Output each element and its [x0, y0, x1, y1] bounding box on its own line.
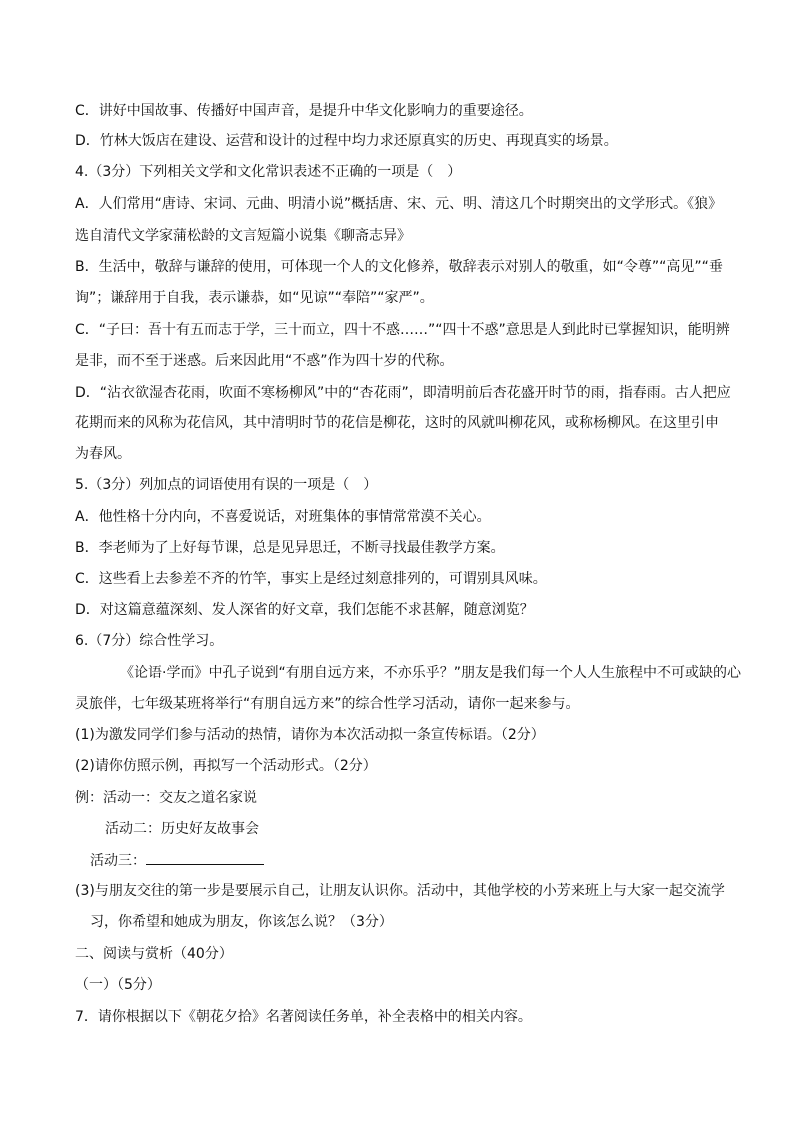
q5-option-b: B．李老师为了上好每节课，总是见异思迁，不断寻找最佳教学方案。	[75, 540, 505, 556]
q5-option-a: A．他性格十分内向，不喜爱说话，对班集体的事情常常漠不关心。	[75, 509, 491, 525]
q6-activity3-label: 活动三：	[90, 853, 146, 869]
q4-option-c-line1: C．“子曰：吾十有五而志于学，三十而立，四十不惑……”“四十不惑”意思是人到此时已掌握知识，能明辨	[75, 322, 730, 338]
q4-option-d-line1: D．“沾衣欲湿杏花雨，吹面不寒杨柳风”中的“杏花雨”，即清明前后杏花盛开时节的雨，指春雨。古人把应	[75, 385, 731, 401]
q6-sub3-line1: (3)与朋友交往的第一步是要展示自己，让朋友认识你。活动中，其他学校的小芳来班上与大家一起交流学	[75, 883, 725, 899]
q5-option-c: C．这些看上去参差不齐的竹竿，事实上是经过刻意排列的，可谓别具风味。	[75, 571, 547, 587]
question-4-stem: 4.（3分）下列相关文学和文化常识表述不正确的一项是（ ）	[75, 164, 462, 180]
q6-example-activity1: 例：活动一：交友之道名家说	[75, 790, 257, 806]
q5-option-d: D．对这篇意蕴深刻、发人深省的好文章，我们怎能不求甚解，随意浏览？	[75, 602, 534, 618]
answer-blank[interactable]	[146, 850, 264, 865]
question-5-stem: 5.（3分）列加点的词语使用有误的一项是（ ）	[75, 477, 378, 493]
q4-option-b-line1: B．生活中，敬辞与谦辞的使用，可体现一个人的文化修养，敬辞表示对别人的敬重，如“令尊”“高见”“垂	[75, 259, 723, 275]
q4-option-b-line2: 询”；谦辞用于自我，表示谦恭，如“见谅”“奉陪”“家严”。	[75, 290, 434, 306]
q6-sub2: (2)请你仿照示例，再拟写一个活动形式。（2分）	[75, 758, 377, 774]
q4-option-a-line2: 选自清代文学家蒲松龄的文言短篇小说集《聊斋志异》	[75, 228, 411, 244]
q6-sub3-line2: 习，你希望和她成为朋友，你该怎么说？（3分）	[90, 914, 393, 930]
q4-option-d-line3: 为春风。	[75, 446, 131, 462]
q4-option-c-line2: 是非，而不至于迷惑。后来因此用“不惑”作为四十岁的代称。	[75, 353, 454, 369]
q4-option-d-line2: 花期而来的风称为花信风，其中清明时节的花信是柳花，这时的风就叫柳花风，或称杨柳风。在这里引申	[75, 415, 719, 431]
option-c-q3: C．讲好中国故事、传播好中国声音，是提升中华文化影响力的重要途径。	[75, 103, 533, 119]
section-2-heading: 二、阅读与赏析（40分）	[75, 946, 233, 962]
q6-activity3-row	[90, 850, 744, 871]
question-7-stem: 7．请你根据以下《朝花夕拾》名著阅读任务单，补全表格中的相关内容。	[75, 1009, 532, 1025]
q6-sub1: (1)为激发同学们参与活动的热情，请你为本次活动拟一条宣传标语。（2分）	[75, 727, 545, 743]
q6-intro-line1: 《论语·学而》中孔子说到“有朋自远方来，不亦乐乎？”朋友是我们每一个人人生旅程中不可或缺的心	[120, 665, 741, 681]
option-d-q3: D．竹林大饭店在建设、运营和设计的过程中均力求还原真实的历史、再现真实的场景。	[75, 133, 618, 149]
q6-intro-line2: 灵旅伴，七年级某班将举行“有朋自远方来”的综合性学习活动，请你一起来参与。	[75, 696, 580, 712]
section-2-part1-heading: （一）（5分）	[75, 977, 161, 993]
q4-option-a-line1: A．人们常用“唐诗、宋词、元曲、明清小说”概括唐、宋、元、明、清这几个时期突出的文学形式。《狼》	[75, 196, 723, 212]
question-6-stem: 6.（7分）综合性学习。	[75, 633, 224, 649]
q6-example-activity2: 活动二：历史好友故事会	[105, 821, 259, 837]
